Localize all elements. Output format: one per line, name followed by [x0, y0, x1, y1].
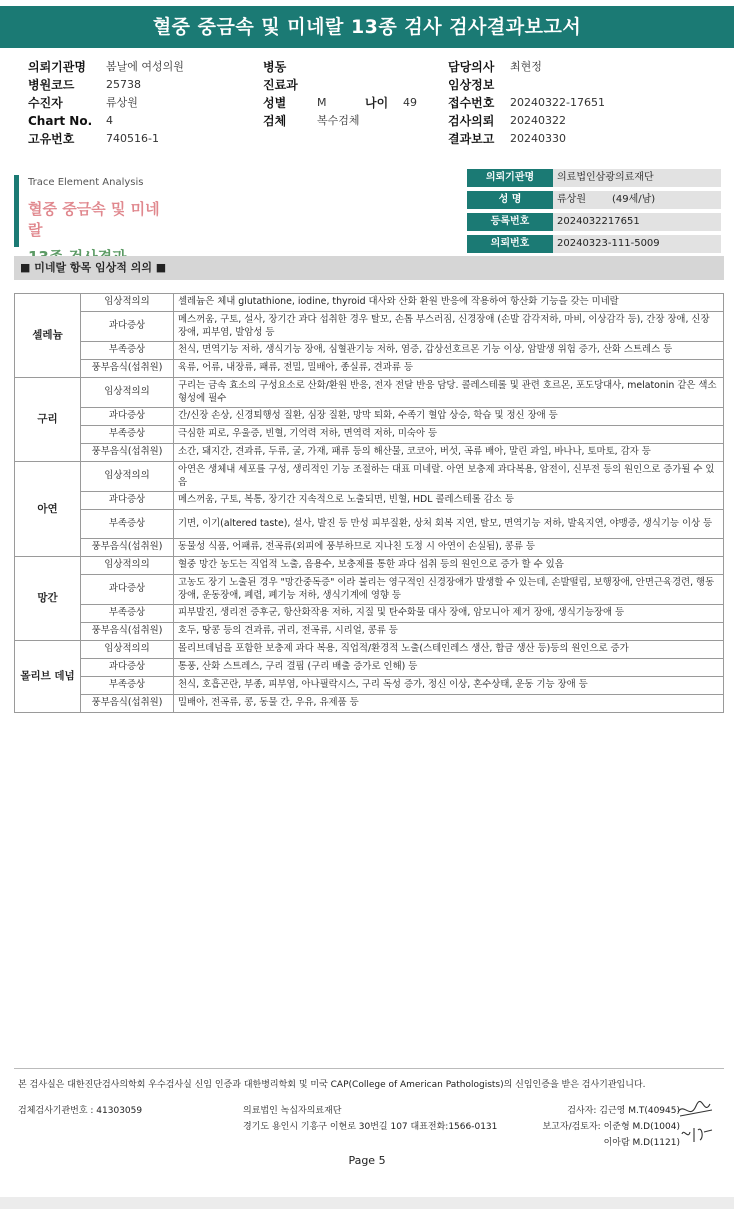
info-value-name-cell	[553, 191, 721, 209]
header-row-doctor	[448, 58, 605, 76]
footer-staff-reviewer2: 이아람 M.D(1121)	[603, 1138, 680, 1148]
value-doctor: 최현정	[510, 60, 542, 73]
category-cell: 임상적의의	[81, 462, 174, 492]
report-title: 혈중 중금속 및 미네랄 13종 검사 검사결과보고서	[0, 6, 734, 48]
header-col3	[448, 58, 605, 148]
label-ward: 병동	[263, 60, 287, 74]
description-cell: 동물성 식품, 어패류, 전곡류(외피에 풍부하므로 지나친 도정 시 아연이 손실됨), 콩류 등	[174, 539, 724, 557]
category-cell: 과다증상	[81, 408, 174, 426]
description-cell: 천식, 호흡곤란, 부종, 피부염, 아나필락시스, 구리 독성 증가, 정신 이상, 혼수상태, 운동 기능 장애 등	[174, 677, 724, 695]
label-sex: 성별	[263, 96, 287, 110]
header-row-hospital-code	[28, 76, 184, 94]
info-row-name	[467, 191, 721, 209]
header-row-report-date	[448, 130, 605, 148]
table-row	[15, 294, 724, 312]
value-specimen: 복수검체	[317, 114, 360, 127]
description-cell: 간/신장 손상, 신경퇴행성 질환, 심장 질환, 망막 퇴화, 수족기 혈압 상승, 학습 및 정신 장애 등	[174, 408, 724, 426]
header-col2	[263, 58, 417, 130]
table-row	[15, 510, 724, 539]
description-cell: 극심한 피로, 우울증, 빈혈, 기억력 저하, 면역력 저하, 미숙아 등	[174, 426, 724, 444]
info-value-request-no: 20240323-111-5009	[553, 235, 721, 253]
value-request-date: 20240322	[510, 114, 566, 127]
table-row	[15, 557, 724, 575]
category-cell: 풍부음식(섭취원)	[81, 623, 174, 641]
footer-org-address: 경기도 용인시 기흥구 이현로 30번길 107 대표전화:1566-0131	[243, 1122, 498, 1132]
info-value-name: 류상원	[557, 194, 586, 205]
info-label-name: 성 명	[467, 191, 553, 209]
footer-staff	[520, 1103, 680, 1151]
label-doctor: 담당의사	[448, 60, 495, 74]
label-request-date: 검사의뢰	[448, 114, 495, 128]
value-unique-no: 740516-1	[106, 132, 159, 145]
info-row-reg-no	[467, 213, 721, 231]
table-row	[15, 444, 724, 462]
table-row	[15, 575, 724, 605]
label-hospital-code: 병원코드	[28, 78, 75, 92]
value-chart-no: 4	[106, 114, 113, 127]
value-report-date: 20240330	[510, 132, 566, 145]
value-sex: M	[317, 96, 327, 109]
table-row	[15, 539, 724, 557]
header-row-dept	[263, 76, 417, 94]
category-cell: 풍부음식(섭취원)	[81, 695, 174, 713]
footer-divider	[14, 1068, 724, 1069]
category-cell: 임상적의의	[81, 641, 174, 659]
label-institution: 의뢰기관명	[28, 60, 86, 74]
table-row	[15, 605, 724, 623]
description-cell: 고농도 장기 노출된 경우 "망간중독증" 이라 불리는 영구적인 신경장애가 발생할 수 있는데, 손발떨림, 보행장애, 안면근육경련, 행동장애, 운동장애, 폐렴, 폐기능 저하, 생식기계에 영향 등	[174, 575, 724, 605]
category-cell: 과다증상	[81, 492, 174, 510]
label-report-date: 결과보고	[448, 132, 495, 146]
category-cell: 부족증상	[81, 605, 174, 623]
description-cell: 소간, 돼지간, 견과류, 두류, 굴, 가재, 패류 등의 해산물, 코코아, 버섯, 곡류 배아, 말린 과일, 바나나, 토마토, 감자 등	[174, 444, 724, 462]
footer-org-name: 의료법인 녹십자의료재단	[243, 1106, 342, 1116]
trace-subtitle: Trace Element Analysis	[28, 177, 144, 188]
table-row	[15, 677, 724, 695]
value-receipt-no: 20240322-17651	[510, 96, 605, 109]
table-row	[15, 623, 724, 641]
category-cell: 풍부음식(섭취원)	[81, 539, 174, 557]
table-row	[15, 426, 724, 444]
info-value-reg-no: 2024032217651	[553, 213, 721, 231]
trace-analysis-block	[14, 175, 174, 247]
category-cell: 풍부음식(섭취원)	[81, 360, 174, 378]
info-label-reg-no: 등록번호	[467, 213, 553, 231]
table-row	[15, 462, 724, 492]
table-row	[15, 641, 724, 659]
description-cell: 밀배아, 전곡류, 콩, 동물 간, 우유, 유제품 등	[174, 695, 724, 713]
table-row	[15, 360, 724, 378]
category-cell: 부족증상	[81, 342, 174, 360]
info-row-institution	[467, 169, 721, 187]
label-age: 나이	[365, 96, 389, 110]
patient-info-box	[467, 169, 721, 257]
mineral-name-selenium: 셀레늄	[15, 294, 81, 378]
signature-image	[674, 1094, 718, 1154]
mineral-name-copper: 구리	[15, 378, 81, 462]
description-cell: 혈중 망간 농도는 직업적 노출, 음용수, 보충제를 통한 과다 섭취 등의 원인으로 증가 할 수 있음	[174, 557, 724, 575]
description-cell: 메스꺼움, 구토, 복통, 장기간 지속적으로 노출되면, 빈혈, HDL 콜레스테롤 감소 등	[174, 492, 724, 510]
table-row	[15, 695, 724, 713]
header-row-ward	[263, 58, 417, 76]
description-cell: 아연은 생체내 세포를 구성, 생리적인 기능 조절하는 대표 미네랄. 아연 보충제 과다복용, 암전이, 신부전 등의 원인으로 증가될 수 있음	[174, 462, 724, 492]
table-row	[15, 408, 724, 426]
info-value-institution: 의료법인삼광의료재단	[553, 169, 721, 187]
info-label-request-no: 의뢰번호	[467, 235, 553, 253]
footer-staff-reviewer: 보고자/검토자: 이준형 M.D(1004)	[542, 1122, 680, 1132]
bottom-strip	[0, 1197, 734, 1209]
category-cell: 부족증상	[81, 510, 174, 539]
label-patient: 수진자	[28, 96, 63, 110]
trace-title-line1: 혈중 중금속 및 미네랄	[28, 200, 160, 239]
label-receipt-no: 접수번호	[448, 96, 495, 110]
value-institution: 봄날에 여성의원	[106, 60, 184, 73]
category-cell: 과다증상	[81, 575, 174, 605]
mineral-table	[14, 293, 724, 713]
label-dept: 진료과	[263, 78, 298, 92]
footer-org-number: 검체검사기관번호 : 41303059	[18, 1106, 143, 1116]
category-cell: 임상적의의	[81, 378, 174, 408]
table-row	[15, 659, 724, 677]
description-cell: 피부발진, 생리전 증후군, 항산화작용 저하, 지질 및 탄수화물 대사 장애, 암모니아 제거 장애, 생식기능장애 등	[174, 605, 724, 623]
category-cell: 임상적의의	[81, 294, 174, 312]
value-age: 49	[403, 96, 417, 109]
category-cell: 부족증상	[81, 677, 174, 695]
description-cell: 호두, 땅콩 등의 견과류, 귀리, 전곡류, 시리얼, 콩류 등	[174, 623, 724, 641]
value-patient: 류상원	[106, 96, 138, 109]
description-cell: 메스꺼움, 구토, 설사, 장기간 과다 섭취한 경우 탈모, 손톱 부스러짐, 신경장애 (손발 감각저하, 마비, 이상감각 등), 간장 장애, 신장 장애, 피부염, 발암성 등	[174, 312, 724, 342]
header-row-specimen	[263, 112, 417, 130]
mineral-name-zinc: 아연	[15, 462, 81, 557]
label-clinical-info: 임상정보	[448, 78, 495, 92]
page-number: Page 5	[348, 1154, 386, 1167]
description-cell: 구리는 금속 효소의 구성요소로 산화/환원 반응, 전자 전달 반응 담당. 콜레스테롤 및 관련 호르몬, 포도당대사, melatonin 같은 색소 형성에 필수	[174, 378, 724, 408]
label-chart-no: Chart No.	[28, 114, 93, 128]
info-value-age-sex: (49세/남)	[611, 194, 656, 205]
header-row-sex-age	[263, 94, 417, 112]
category-cell: 부족증상	[81, 426, 174, 444]
header-row-unique-no	[28, 130, 184, 148]
value-hospital-code: 25738	[106, 78, 141, 91]
header-row-patient	[28, 94, 184, 112]
description-cell: 기면, 이기(altered taste), 설사, 발진 등 만성 피부질환, 상처 회복 지연, 탈모, 면역기능 저하, 발육지연, 야맹증, 생식기능 이상 등	[174, 510, 724, 539]
label-unique-no: 고유번호	[28, 132, 75, 146]
mineral-name-manganese: 망간	[15, 557, 81, 641]
header-col1	[28, 58, 184, 148]
description-cell: 통풍, 산화 스트레스, 구리 결핍 (구리 배출 증가로 인해) 등	[174, 659, 724, 677]
description-cell: 천식, 면역기능 저하, 생식기능 장애, 심혈관기능 저하, 염증, 갑상선호르몬 기능 이상, 암발생 위험 증가, 산화 스트레스 등	[174, 342, 724, 360]
label-specimen: 검체	[263, 114, 287, 128]
info-label-institution: 의뢰기관명	[467, 169, 553, 187]
category-cell: 풍부음식(섭취원)	[81, 444, 174, 462]
footer-staff-tester: 검사자: 김근영 M.T(40945)	[567, 1106, 680, 1116]
table-row	[15, 312, 724, 342]
info-row-request-no	[467, 235, 721, 253]
category-cell: 과다증상	[81, 659, 174, 677]
header-row-receipt-no	[448, 94, 605, 112]
header-row-chart-no	[28, 112, 184, 130]
header-row-institution	[28, 58, 184, 76]
category-cell: 과다증상	[81, 312, 174, 342]
description-cell: 몰리브데넘을 포함한 보충제 과다 복용, 직업적/환경적 노출(스테인레스 생산, 합금 생산 등)등의 원인으로 증가	[174, 641, 724, 659]
header-row-clinical-info	[448, 76, 605, 94]
certification-note: 본 검사실은 대한진단검사의학회 우수검사실 신임 인증과 대한병리학회 및 미국 CAP(College of American Pathologists)의 신임인증을 받은 검사기관입니다.	[18, 1080, 646, 1090]
description-cell: 육류, 어류, 내장류, 패류, 전밀, 밀배아, 종실류, 견과류 등	[174, 360, 724, 378]
header-row-request-date	[448, 112, 605, 130]
table-row	[15, 378, 724, 408]
footer-org-info	[243, 1103, 497, 1135]
mineral-name-molybdenum: 몰리브 데넘	[15, 641, 81, 713]
category-cell: 임상적의의	[81, 557, 174, 575]
table-row	[15, 492, 724, 510]
description-cell: 셀레늄은 체내 glutathione, iodine, thyroid 대사와 산화 환원 반응에 작용하여 항산화 기능을 갖는 미네랄	[174, 294, 724, 312]
table-row	[15, 342, 724, 360]
section-title-bar: ■ 미네랄 항목 임상적 의의 ■	[14, 256, 724, 280]
